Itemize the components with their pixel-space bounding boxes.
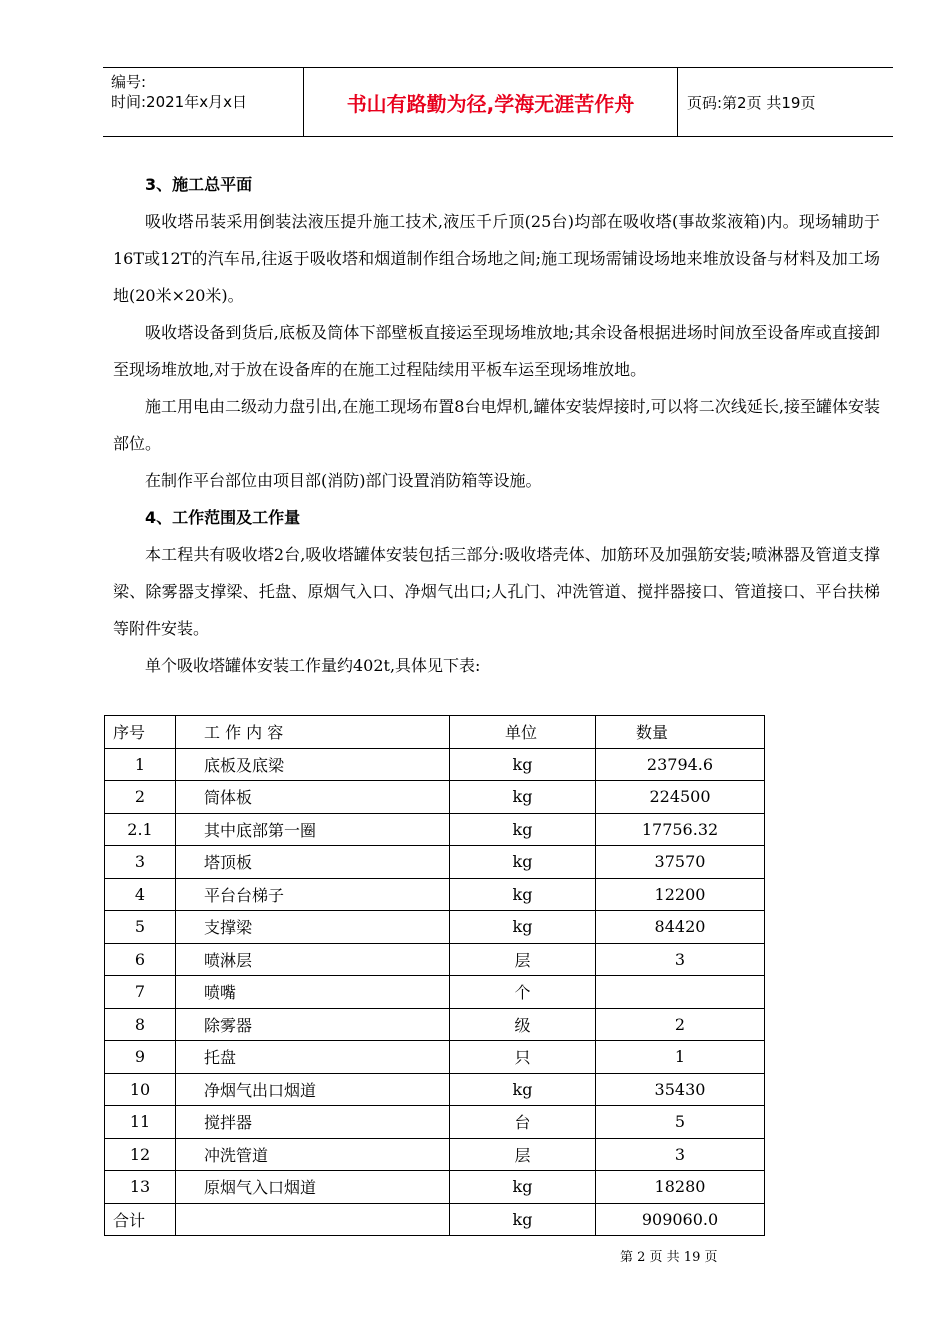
- table-cell: 原烟气入口烟道: [176, 1171, 450, 1204]
- table-cell: 级: [450, 1008, 596, 1041]
- section-4-title: 4、工作范围及工作量: [145, 508, 301, 527]
- table-row: [105, 748, 765, 781]
- table-cell: 除雾器: [176, 1008, 450, 1041]
- table-row: [105, 976, 765, 1009]
- table-cell: kg: [450, 911, 596, 944]
- table-cell: 5: [105, 911, 176, 944]
- table-cell: kg: [450, 813, 596, 846]
- table-cell: 台: [450, 1106, 596, 1139]
- table-row: [105, 1171, 765, 1204]
- table-cell: 2: [105, 781, 176, 814]
- table-cell: 1: [596, 1041, 765, 1074]
- header-left: [111, 72, 247, 112]
- table-cell: [176, 1203, 450, 1236]
- table-cell: 筒体板: [176, 781, 450, 814]
- table-cell: kg: [450, 1203, 596, 1236]
- table-cell: 13: [105, 1171, 176, 1204]
- table-cell: kg: [450, 846, 596, 879]
- table-cell: 4: [105, 878, 176, 911]
- paragraph: 吸收塔设备到货后,底板及筒体下部壁板直接运至现场堆放地;其余设备根据进场时间放至设备库或直接卸至现场堆放地,对于放在设备库的在施工过程陆续用平板车运至现场堆放地。: [113, 323, 880, 379]
- table-cell: 35430: [596, 1073, 765, 1106]
- paragraph: 本工程共有吸收塔2台,吸收塔罐体安装包括三部分:吸收塔壳体、加筋环及加强筋安装;喷淋器及管道支撑梁、除雾器支撑梁、托盘、原烟气入口、净烟气出口;人孔门、冲洗管道、搅拌器接口、管道接口、平台扶梯等附件安装。: [113, 545, 880, 638]
- table-cell: 17756.32: [596, 813, 765, 846]
- table-cell: 只: [450, 1041, 596, 1074]
- table-cell: kg: [450, 781, 596, 814]
- table-cell: 1: [105, 748, 176, 781]
- table-cell: 10: [105, 1073, 176, 1106]
- table-row: [105, 846, 765, 879]
- document-body: [113, 166, 880, 684]
- header-divider: [677, 68, 678, 136]
- table-row: [105, 878, 765, 911]
- table-cell: 冲洗管道: [176, 1138, 450, 1171]
- header-page-label: 页码:第2页 共19页: [687, 93, 816, 112]
- table-row: [105, 1138, 765, 1171]
- paragraph: 施工用电由二级动力盘引出,在施工现场布置8台电焊机,罐体安装焊接时,可以将二次线延长,接至罐体安装部位。: [113, 397, 880, 453]
- header-cell: 序号: [105, 716, 176, 749]
- table-row: [105, 1041, 765, 1074]
- table-cell: 净烟气出口烟道: [176, 1073, 450, 1106]
- paragraph: 在制作平台部位由项目部(消防)部门设置消防箱等设施。: [145, 471, 542, 490]
- paragraph: 吸收塔吊装采用倒装法液压提升施工技术,液压千斤顶(25台)均部在吸收塔(事故浆液箱)内。现场辅助于16T或12T的汽车吊,往返于吸收塔和烟道制作组合场地之间;施工现场需铺设场地来堆放设备与材料及加工场地(20米×20米)。: [113, 212, 880, 305]
- table-cell: kg: [450, 1171, 596, 1204]
- header-cell: 单位: [450, 716, 596, 749]
- table-cell: 托盘: [176, 1041, 450, 1074]
- table-cell: 5: [596, 1106, 765, 1139]
- table-cell: 喷淋层: [176, 943, 450, 976]
- table-row: [105, 943, 765, 976]
- table-cell: 9: [105, 1041, 176, 1074]
- table-cell: kg: [450, 748, 596, 781]
- table-row: [105, 1073, 765, 1106]
- table-row: [105, 1106, 765, 1139]
- table-row: [105, 1008, 765, 1041]
- table-cell: 3: [596, 1138, 765, 1171]
- table-cell: 7: [105, 976, 176, 1009]
- table-cell: 底板及底梁: [176, 748, 450, 781]
- table-cell: 搅拌器: [176, 1106, 450, 1139]
- table-total-row: [105, 1203, 765, 1236]
- table-cell: 3: [596, 943, 765, 976]
- table-cell: 12200: [596, 878, 765, 911]
- time-label: 时间:2021年x月x日: [111, 93, 247, 111]
- table-cell: 909060.0: [596, 1203, 765, 1236]
- table-cell: 2: [596, 1008, 765, 1041]
- page-header: [103, 67, 893, 137]
- table-cell: 12: [105, 1138, 176, 1171]
- table-cell: 个: [450, 976, 596, 1009]
- table-cell: 23794.6: [596, 748, 765, 781]
- table-cell: 支撑梁: [176, 911, 450, 944]
- table-cell: 3: [105, 846, 176, 879]
- table-cell: 层: [450, 943, 596, 976]
- table-cell: kg: [450, 878, 596, 911]
- header-cell: 数量: [596, 716, 765, 749]
- table-row: [105, 781, 765, 814]
- paragraph: 单个吸收塔罐体安装工作量约402t,具体见下表:: [145, 656, 481, 675]
- section-3-title: 3、施工总平面: [145, 175, 253, 194]
- table-cell: 224500: [596, 781, 765, 814]
- table-cell: 2.1: [105, 813, 176, 846]
- table-header-row: [105, 716, 765, 749]
- page-footer: 第 2 页 共 19 页: [620, 1250, 718, 1265]
- table-row: [105, 911, 765, 944]
- table-cell: 喷嘴: [176, 976, 450, 1009]
- header-motto: 书山有路勤为径,学海无涯苦作舟: [346, 91, 635, 116]
- table-cell: 合计: [105, 1203, 176, 1236]
- table-cell: 平台台梯子: [176, 878, 450, 911]
- table-cell: 37570: [596, 846, 765, 879]
- table-cell: 84420: [596, 911, 765, 944]
- table-cell: 塔顶板: [176, 846, 450, 879]
- number-label: 编号:: [111, 73, 147, 91]
- workload-table: [104, 715, 765, 1236]
- table-cell: kg: [450, 1073, 596, 1106]
- table-cell: 18280: [596, 1171, 765, 1204]
- table-row: [105, 813, 765, 846]
- table-cell: [596, 976, 765, 1009]
- table-cell: 其中底部第一圈: [176, 813, 450, 846]
- table-cell: 6: [105, 943, 176, 976]
- table-cell: 11: [105, 1106, 176, 1139]
- table-cell: 8: [105, 1008, 176, 1041]
- table-cell: 层: [450, 1138, 596, 1171]
- header-cell: 工 作 内 容: [176, 716, 450, 749]
